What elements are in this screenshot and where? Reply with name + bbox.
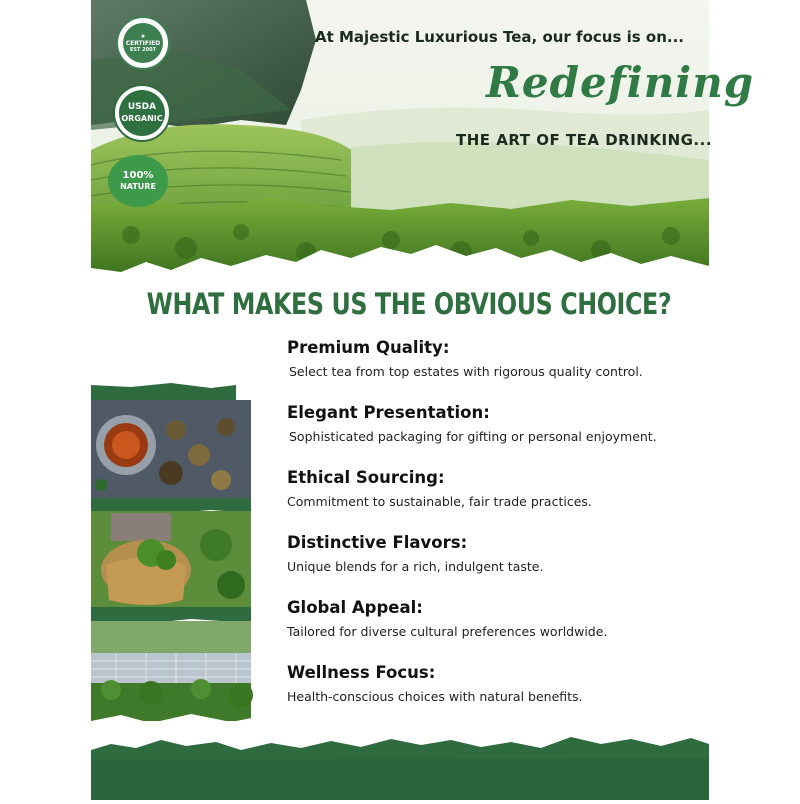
feature-item xyxy=(287,533,697,598)
feature-title: Global Appeal: xyxy=(287,598,423,617)
certified-label: CERTIFIED xyxy=(125,40,161,47)
hero-tagline: At Majestic Luxurious Tea, our focus is on... xyxy=(315,28,684,46)
usda-line2: ORGANIC xyxy=(121,114,163,123)
feature-title: Elegant Presentation: xyxy=(287,403,490,422)
nature-line1: 100% xyxy=(122,170,154,181)
tea-cup-photo xyxy=(91,400,251,498)
side-photo-strip xyxy=(91,385,257,730)
feature-desc: Health-conscious choices with natural benefits. xyxy=(287,689,583,704)
solar-panel-photo xyxy=(91,621,253,721)
feature-item xyxy=(287,663,697,728)
feature-item xyxy=(287,403,697,468)
feature-title: Distinctive Flavors: xyxy=(287,533,468,552)
usda-line1: USDA xyxy=(127,102,157,112)
nature-leaf-icon xyxy=(108,155,168,207)
section-title: WHAT MAKES US THE OBVIOUS CHOICE? xyxy=(146,287,672,321)
hero-banner xyxy=(91,0,755,280)
feature-desc: Tailored for diverse cultural preferences worldwide. xyxy=(287,624,608,639)
usda-organic-icon xyxy=(113,84,171,142)
feature-item xyxy=(287,598,697,663)
footer-green-band xyxy=(91,720,709,800)
feature-item xyxy=(287,338,697,403)
feature-desc: Select tea from top estates with rigorous quality control. xyxy=(289,364,643,379)
hero-subline: THE ART OF TEA DRINKING... xyxy=(456,131,713,149)
tea-photo-collage xyxy=(91,385,257,730)
hero-headline: Redefining xyxy=(486,58,755,107)
feature-list xyxy=(287,338,697,728)
footer-strip xyxy=(91,720,709,800)
certified-est: EST 2007 xyxy=(129,47,157,53)
feature-item xyxy=(287,468,697,533)
feature-desc: Unique blends for a rich, indulgent taste. xyxy=(287,559,544,574)
certified-star: ★ xyxy=(140,33,146,40)
tea-basket-photo xyxy=(91,511,251,607)
feature-title: Wellness Focus: xyxy=(287,663,436,682)
tea-flyer-page xyxy=(91,0,755,800)
feature-title: Ethical Sourcing: xyxy=(287,468,445,487)
feature-title: Premium Quality: xyxy=(287,338,450,357)
feature-desc: Sophisticated packaging for gifting or personal enjoyment. xyxy=(289,429,657,444)
nature-line2: NATURE xyxy=(120,182,156,191)
feature-desc: Commitment to sustainable, fair trade practices. xyxy=(287,494,592,509)
certified-seal-icon xyxy=(116,16,170,70)
